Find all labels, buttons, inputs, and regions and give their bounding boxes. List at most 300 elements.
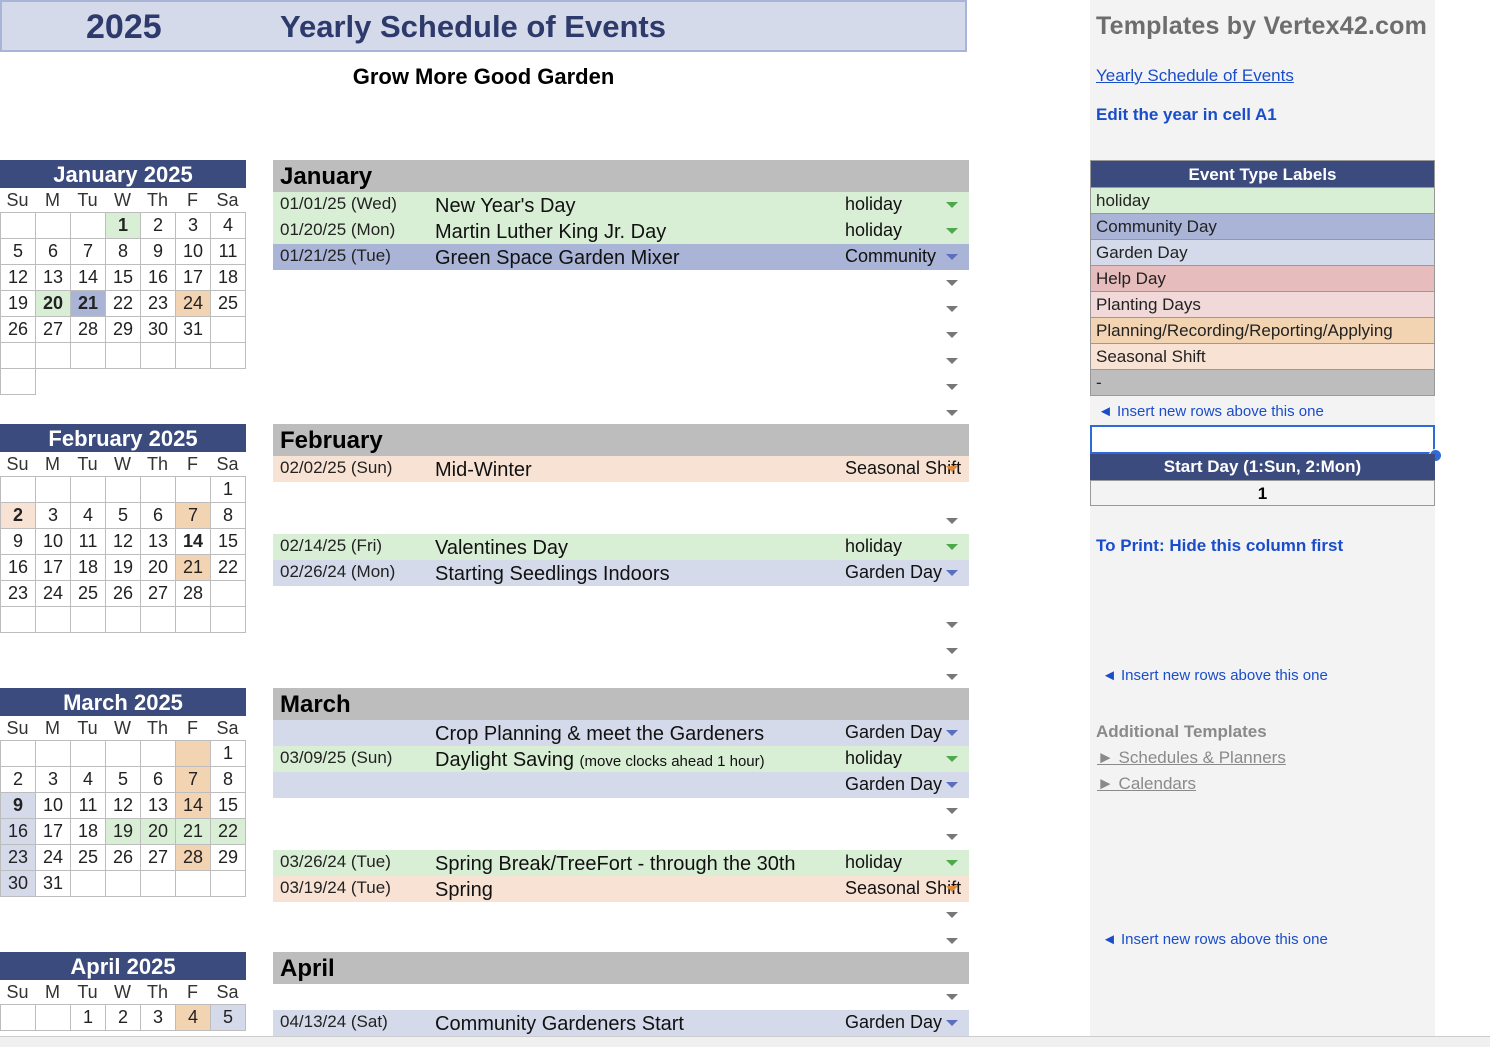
mini-calendar <box>0 688 246 897</box>
calendar-day[interactable]: 2 <box>141 213 176 239</box>
event-row[interactable] <box>273 984 969 1010</box>
chevron-down-icon[interactable] <box>946 228 958 234</box>
calendar-day[interactable]: 13 <box>141 793 176 819</box>
calendar-day[interactable]: 29 <box>211 845 246 871</box>
weekday-label: W <box>114 190 131 210</box>
calendar-day[interactable]: 25 <box>71 581 106 607</box>
calendar-day[interactable]: 11 <box>71 529 106 555</box>
vertex42-brand: Templates by Vertex42.com <box>1096 12 1428 40</box>
event-row[interactable] <box>273 824 969 850</box>
calendar-day[interactable]: 22 <box>211 555 246 581</box>
calendar-day[interactable]: 1 <box>211 477 246 503</box>
event-row[interactable] <box>273 586 969 612</box>
calendar-day[interactable] <box>141 477 176 503</box>
event-name[interactable] <box>435 247 680 270</box>
calendar-day[interactable] <box>106 871 141 897</box>
calendar-day[interactable]: 10 <box>36 529 71 555</box>
month-section <box>273 688 969 954</box>
event-type[interactable]: holiday <box>845 748 903 768</box>
event-name[interactable] <box>435 195 576 218</box>
event-row[interactable] <box>273 534 969 560</box>
calendar-day[interactable] <box>36 343 71 369</box>
event-row[interactable] <box>273 508 969 534</box>
chevron-down-icon[interactable] <box>946 674 958 680</box>
calendar-day[interactable]: 12 <box>106 793 141 819</box>
calendar-day[interactable]: 19 <box>1 291 36 317</box>
calendar-day[interactable] <box>106 343 141 369</box>
event-row[interactable] <box>273 1010 969 1036</box>
calendar-day[interactable] <box>141 871 176 897</box>
event-name-text: Daylight Saving <box>435 749 574 771</box>
event-date[interactable]: 03/26/24 (Tue) <box>280 852 391 871</box>
weekday-label: Tu <box>77 190 98 210</box>
calendar-day[interactable] <box>176 741 211 767</box>
schedules-planners-link[interactable]: ► Schedules & Planners <box>1097 748 1286 767</box>
calendar-day[interactable]: 27 <box>141 581 176 607</box>
weekday-header <box>0 716 246 740</box>
page-title: Yearly Schedule of Events <box>280 9 666 44</box>
event-row[interactable] <box>273 876 969 902</box>
event-row[interactable] <box>273 270 969 296</box>
event-name-text: Spring Break/TreeFort - through the 30th <box>435 853 796 875</box>
month-section <box>273 160 969 426</box>
event-name-text: Starting Seedlings Indoors <box>435 563 670 585</box>
calendar-day[interactable]: 4 <box>71 503 106 529</box>
event-date[interactable]: 01/01/25 (Wed) <box>280 194 397 213</box>
calendar-day[interactable]: 11 <box>211 239 246 265</box>
event-name[interactable] <box>435 221 666 244</box>
calendar-day[interactable]: 3 <box>36 767 71 793</box>
calendar-day[interactable]: 19 <box>106 555 141 581</box>
weekday-label: M <box>45 454 60 474</box>
event-name[interactable] <box>435 537 568 560</box>
calendar-day[interactable]: 15 <box>211 529 246 555</box>
event-name[interactable] <box>435 459 532 482</box>
event-name[interactable] <box>435 749 765 772</box>
calendar-day[interactable]: 2 <box>1 503 36 529</box>
calendar-day[interactable]: 17 <box>36 819 71 845</box>
calendar-day[interactable]: 7 <box>176 503 211 529</box>
event-note: (move clocks ahead 1 hour) <box>579 753 765 770</box>
calendar-grid <box>0 212 246 395</box>
event-row[interactable] <box>273 218 969 244</box>
chevron-down-icon[interactable] <box>946 860 958 866</box>
event-type[interactable]: holiday <box>845 194 903 214</box>
calendar-day[interactable]: 5 <box>106 503 141 529</box>
event-type-label[interactable]: holiday <box>1090 188 1435 214</box>
event-type-label[interactable]: - <box>1090 370 1435 396</box>
selected-cell[interactable] <box>1090 425 1435 454</box>
event-type[interactable]: Community <box>845 246 937 266</box>
event-row[interactable] <box>273 348 969 374</box>
chevron-down-icon[interactable] <box>946 280 958 286</box>
calendar-day[interactable]: 4 <box>176 1005 211 1031</box>
event-type[interactable]: holiday <box>845 536 903 556</box>
calendar-day[interactable] <box>71 607 106 633</box>
calendar-day[interactable]: 28 <box>176 581 211 607</box>
weekday-label: Sa <box>216 982 239 1002</box>
weekday-label: Tu <box>77 454 98 474</box>
calendar-day[interactable]: 24 <box>36 581 71 607</box>
calendar-day[interactable] <box>36 607 71 633</box>
calendar-day[interactable] <box>36 1005 71 1031</box>
event-row[interactable] <box>273 612 969 638</box>
chevron-down-icon[interactable] <box>946 886 958 892</box>
labels-header: Event Type Labels <box>1090 160 1435 188</box>
subtitle: Grow More Good Garden <box>352 64 615 89</box>
event-type-labels <box>1090 160 1435 396</box>
chevron-down-icon[interactable] <box>946 544 958 550</box>
calendar-day[interactable] <box>211 607 246 633</box>
calendar-day[interactable] <box>211 581 246 607</box>
event-date[interactable]: 02/26/24 (Mon) <box>280 562 396 581</box>
event-date[interactable]: 02/02/25 (Sun) <box>280 458 393 477</box>
calendar-day[interactable]: 16 <box>141 265 176 291</box>
additional-templates-title: Additional Templates <box>1096 722 1267 741</box>
calendar-day[interactable]: 28 <box>176 845 211 871</box>
calendar-day[interactable]: 6 <box>36 239 71 265</box>
event-name-text: Green Space Garden Mixer <box>435 247 680 269</box>
insert-rows-note: ◄ Insert new rows above this one <box>1098 403 1324 420</box>
mini-calendar <box>0 160 246 395</box>
calendar-day[interactable] <box>1 213 36 239</box>
weekday-header <box>0 452 246 476</box>
calendar-day[interactable]: 5 <box>211 1005 246 1031</box>
calendar-day[interactable]: 14 <box>176 529 211 555</box>
event-date[interactable]: 03/19/24 (Tue) <box>280 878 391 897</box>
calendar-day[interactable]: 17 <box>176 265 211 291</box>
calendar-day[interactable]: 20 <box>141 555 176 581</box>
weekday-label: W <box>114 982 131 1002</box>
chevron-down-icon[interactable] <box>946 384 958 390</box>
calendar-day[interactable] <box>176 607 211 633</box>
insert-rows-note: ◄ Insert new rows above this one <box>1102 667 1328 684</box>
calendar-day[interactable]: 6 <box>141 503 176 529</box>
calendar-day[interactable] <box>71 213 106 239</box>
calendar-day[interactable]: 17 <box>36 555 71 581</box>
month-heading: March <box>273 688 969 720</box>
calendar-day[interactable]: 24 <box>36 845 71 871</box>
calendar-day[interactable]: 8 <box>211 767 246 793</box>
calendar-day[interactable] <box>36 213 71 239</box>
calendar-day[interactable]: 10 <box>176 239 211 265</box>
calendar-day[interactable]: 31 <box>36 871 71 897</box>
event-row[interactable] <box>273 322 969 348</box>
calendar-day[interactable]: 13 <box>141 529 176 555</box>
chevron-down-icon[interactable] <box>946 410 958 416</box>
calendar-day[interactable]: 12 <box>106 529 141 555</box>
calendar-day[interactable]: 7 <box>71 239 106 265</box>
calendar-day[interactable]: 23 <box>1 581 36 607</box>
weekday-label: Tu <box>77 982 98 1002</box>
calendar-day[interactable]: 28 <box>71 317 106 343</box>
calendar-day[interactable]: 3 <box>141 1005 176 1031</box>
event-row[interactable] <box>273 720 969 746</box>
event-date[interactable]: 01/21/25 (Tue) <box>280 246 391 265</box>
chevron-down-icon[interactable] <box>946 808 958 814</box>
event-row[interactable] <box>273 850 969 876</box>
calendar-day[interactable] <box>141 607 176 633</box>
chevron-down-icon[interactable] <box>946 648 958 654</box>
calendar-day[interactable]: 18 <box>71 819 106 845</box>
calendar-day[interactable]: 18 <box>71 555 106 581</box>
sidebar-column <box>1090 0 1435 1046</box>
event-row[interactable] <box>273 456 969 482</box>
calendar-day[interactable]: 6 <box>141 767 176 793</box>
calendar-day[interactable] <box>176 477 211 503</box>
calendar-day[interactable]: 25 <box>71 845 106 871</box>
calendar-day[interactable]: 23 <box>1 845 36 871</box>
chevron-down-icon[interactable] <box>946 622 958 628</box>
calendar-day[interactable] <box>71 343 106 369</box>
chevron-down-icon[interactable] <box>946 994 958 1000</box>
event-name[interactable] <box>435 1013 684 1036</box>
event-type-label[interactable]: Planning/Recording/Reporting/Applying <box>1090 318 1435 344</box>
event-type-label[interactable]: Community Day <box>1090 214 1435 240</box>
event-row[interactable] <box>273 664 969 690</box>
event-row[interactable] <box>273 902 969 928</box>
sheet-bottom-bar <box>0 1036 1490 1047</box>
calendar-day[interactable]: 3 <box>36 503 71 529</box>
chevron-down-icon[interactable] <box>946 358 958 364</box>
calendar-day[interactable] <box>71 741 106 767</box>
month-heading: January <box>273 160 969 192</box>
mini-calendar-title: April 2025 <box>0 952 246 980</box>
calendar-day[interactable] <box>1 369 36 395</box>
chevron-down-icon[interactable] <box>946 202 958 208</box>
mini-calendar-title: March 2025 <box>0 688 246 716</box>
year-cell[interactable]: 2025 <box>86 8 162 46</box>
weekday-label: Tu <box>77 718 98 738</box>
month-heading: February <box>273 424 969 456</box>
chevron-down-icon[interactable] <box>946 518 958 524</box>
event-type[interactable]: Seasonal Shift <box>845 458 962 478</box>
calendar-day[interactable]: 25 <box>211 291 246 317</box>
month-heading: April <box>273 952 969 984</box>
calendar-day[interactable]: 1 <box>211 741 246 767</box>
chevron-down-icon[interactable] <box>946 730 958 736</box>
calendar-day[interactable]: 13 <box>36 265 71 291</box>
calendar-day[interactable]: 20 <box>141 819 176 845</box>
calendar-day[interactable]: 19 <box>106 819 141 845</box>
calendar-day[interactable]: 24 <box>176 291 211 317</box>
event-type[interactable]: Garden Day <box>845 774 943 794</box>
calendar-day[interactable]: 20 <box>36 291 71 317</box>
calendar-day[interactable] <box>176 871 211 897</box>
event-row[interactable] <box>273 638 969 664</box>
calendar-day[interactable]: 21 <box>71 291 106 317</box>
calendar-day[interactable] <box>211 343 246 369</box>
weekday-label: F <box>187 454 198 474</box>
calendar-day[interactable]: 21 <box>176 555 211 581</box>
chevron-down-icon[interactable] <box>946 912 958 918</box>
calendar-day[interactable] <box>1 741 36 767</box>
calendar-day[interactable]: 5 <box>106 767 141 793</box>
calendar-day[interactable] <box>141 741 176 767</box>
calendar-day[interactable] <box>36 477 71 503</box>
calendar-grid <box>0 476 246 633</box>
month-section <box>273 952 969 1036</box>
event-name-text: Spring <box>435 879 493 901</box>
weekday-label: Sa <box>216 454 239 474</box>
calendar-grid <box>0 1004 246 1031</box>
calendar-day[interactable] <box>141 343 176 369</box>
weekday-label: Su <box>6 982 29 1002</box>
calendar-day[interactable]: 4 <box>211 213 246 239</box>
calendar-day[interactable]: 5 <box>1 239 36 265</box>
calendar-day[interactable]: 26 <box>106 581 141 607</box>
event-type-label[interactable]: Seasonal Shift <box>1090 344 1435 370</box>
event-row[interactable] <box>273 928 969 954</box>
event-type-label[interactable]: Planting Days <box>1090 292 1435 318</box>
event-row[interactable] <box>273 192 969 218</box>
calendar-day[interactable]: 8 <box>106 239 141 265</box>
calendar-day[interactable]: 14 <box>176 793 211 819</box>
calendar-day[interactable] <box>71 477 106 503</box>
calendar-day[interactable]: 29 <box>106 317 141 343</box>
weekday-label: Th <box>146 982 168 1002</box>
calendar-day[interactable]: 9 <box>1 793 36 819</box>
event-row[interactable] <box>273 746 969 772</box>
weekday-label: Su <box>6 190 29 210</box>
event-date[interactable]: 01/20/25 (Mon) <box>280 220 396 239</box>
event-row[interactable] <box>273 798 969 824</box>
event-type[interactable]: Garden Day <box>845 1012 943 1032</box>
chevron-down-icon[interactable] <box>946 782 958 788</box>
event-row[interactable] <box>273 374 969 400</box>
chevron-down-icon[interactable] <box>946 306 958 312</box>
calendar-day[interactable]: 27 <box>36 317 71 343</box>
yearly-schedule-link[interactable]: Yearly Schedule of Events <box>1096 66 1294 85</box>
calendar-day[interactable]: 9 <box>1 529 36 555</box>
event-name[interactable] <box>435 563 670 586</box>
calendar-day[interactable]: 26 <box>106 845 141 871</box>
calendar-day[interactable]: 30 <box>141 317 176 343</box>
calendar-day[interactable] <box>106 607 141 633</box>
calendar-day[interactable]: 11 <box>71 793 106 819</box>
calendar-day[interactable]: 2 <box>106 1005 141 1031</box>
mini-calendar <box>0 952 246 1031</box>
calendar-day[interactable] <box>211 317 246 343</box>
calendar-day[interactable] <box>1 1005 36 1031</box>
weekday-header <box>0 980 246 1004</box>
chevron-down-icon[interactable] <box>946 834 958 840</box>
calendar-day[interactable]: 10 <box>36 793 71 819</box>
event-date[interactable]: 04/13/24 (Sat) <box>280 1012 388 1031</box>
start-day-header: Start Day (1:Sun, 2:Mon) <box>1090 454 1435 480</box>
event-row[interactable] <box>273 296 969 322</box>
event-type[interactable]: Seasonal Shift <box>845 878 962 898</box>
chevron-down-icon[interactable] <box>946 332 958 338</box>
event-name[interactable] <box>435 723 764 746</box>
calendar-day[interactable]: 15 <box>106 265 141 291</box>
calendar-day[interactable]: 1 <box>71 1005 106 1031</box>
calendar-day[interactable]: 4 <box>71 767 106 793</box>
calendar-day[interactable] <box>1 477 36 503</box>
chevron-down-icon[interactable] <box>946 254 958 260</box>
calendar-day[interactable]: 14 <box>71 265 106 291</box>
event-row[interactable] <box>273 244 969 270</box>
calendar-grid <box>0 740 246 897</box>
calendar-day[interactable]: 23 <box>141 291 176 317</box>
weekday-label: Sa <box>216 718 239 738</box>
calendar-day[interactable]: 2 <box>1 767 36 793</box>
mini-calendar-title: February 2025 <box>0 424 246 452</box>
calendar-day[interactable] <box>176 343 211 369</box>
calendar-day[interactable]: 3 <box>176 213 211 239</box>
calendar-day[interactable]: 27 <box>141 845 176 871</box>
calendar-day[interactable]: 26 <box>1 317 36 343</box>
calendar-day[interactable] <box>106 741 141 767</box>
calendar-day[interactable]: 22 <box>211 819 246 845</box>
calendar-day[interactable]: 18 <box>211 265 246 291</box>
calendar-day[interactable]: 15 <box>211 793 246 819</box>
calendar-day[interactable] <box>1 343 36 369</box>
print-note: To Print: Hide this column first <box>1096 536 1344 555</box>
calendar-day[interactable]: 30 <box>1 871 36 897</box>
weekday-label: W <box>114 718 131 738</box>
calendar-day[interactable] <box>1 607 36 633</box>
chevron-down-icon[interactable] <box>946 938 958 944</box>
weekday-label: W <box>114 454 131 474</box>
weekday-label: Su <box>6 718 29 738</box>
weekday-label: M <box>45 982 60 1002</box>
chevron-down-icon[interactable] <box>946 756 958 762</box>
event-name-text: Valentines Day <box>435 537 569 559</box>
calendars-link[interactable]: ► Calendars <box>1097 774 1197 793</box>
calendar-day[interactable]: 7 <box>176 767 211 793</box>
event-name-text: New Year's Day <box>435 195 576 217</box>
event-row[interactable] <box>273 772 969 798</box>
event-name[interactable] <box>435 853 796 876</box>
weekday-label: Th <box>146 718 168 738</box>
event-type[interactable]: Garden Day <box>845 722 943 742</box>
event-row[interactable] <box>273 560 969 586</box>
calendar-day[interactable]: 22 <box>106 291 141 317</box>
calendar-day[interactable]: 21 <box>176 819 211 845</box>
calendar-day[interactable]: 1 <box>106 213 141 239</box>
chevron-down-icon[interactable] <box>946 1020 958 1026</box>
calendar-day[interactable]: 12 <box>1 265 36 291</box>
calendar-day[interactable]: 16 <box>1 555 36 581</box>
calendar-day[interactable]: 16 <box>1 819 36 845</box>
start-day-value[interactable]: 1 <box>1090 480 1435 506</box>
weekday-label: F <box>187 982 198 1002</box>
chevron-down-icon[interactable] <box>946 466 958 472</box>
weekday-label: Sa <box>216 190 239 210</box>
event-row[interactable] <box>273 400 969 426</box>
calendar-day[interactable] <box>106 477 141 503</box>
event-type-label[interactable]: Garden Day <box>1090 240 1435 266</box>
calendar-day[interactable]: 8 <box>211 503 246 529</box>
calendar-day[interactable] <box>71 871 106 897</box>
chevron-down-icon[interactable] <box>946 570 958 576</box>
event-type[interactable]: holiday <box>845 852 903 872</box>
event-date[interactable]: 03/09/25 (Sun) <box>280 748 393 767</box>
calendar-day[interactable]: 9 <box>141 239 176 265</box>
event-name[interactable] <box>435 879 493 902</box>
weekday-header <box>0 188 246 212</box>
event-type[interactable]: Garden Day <box>845 562 943 582</box>
calendar-day[interactable] <box>36 741 71 767</box>
calendar-day[interactable] <box>211 871 246 897</box>
event-date[interactable]: 02/14/25 (Fri) <box>280 536 383 555</box>
event-name-text: Crop Planning & meet the Gardeners <box>435 723 765 745</box>
event-type-label[interactable]: Help Day <box>1090 266 1435 292</box>
event-row[interactable] <box>273 482 969 508</box>
event-type[interactable]: holiday <box>845 220 903 240</box>
calendar-day[interactable]: 31 <box>176 317 211 343</box>
